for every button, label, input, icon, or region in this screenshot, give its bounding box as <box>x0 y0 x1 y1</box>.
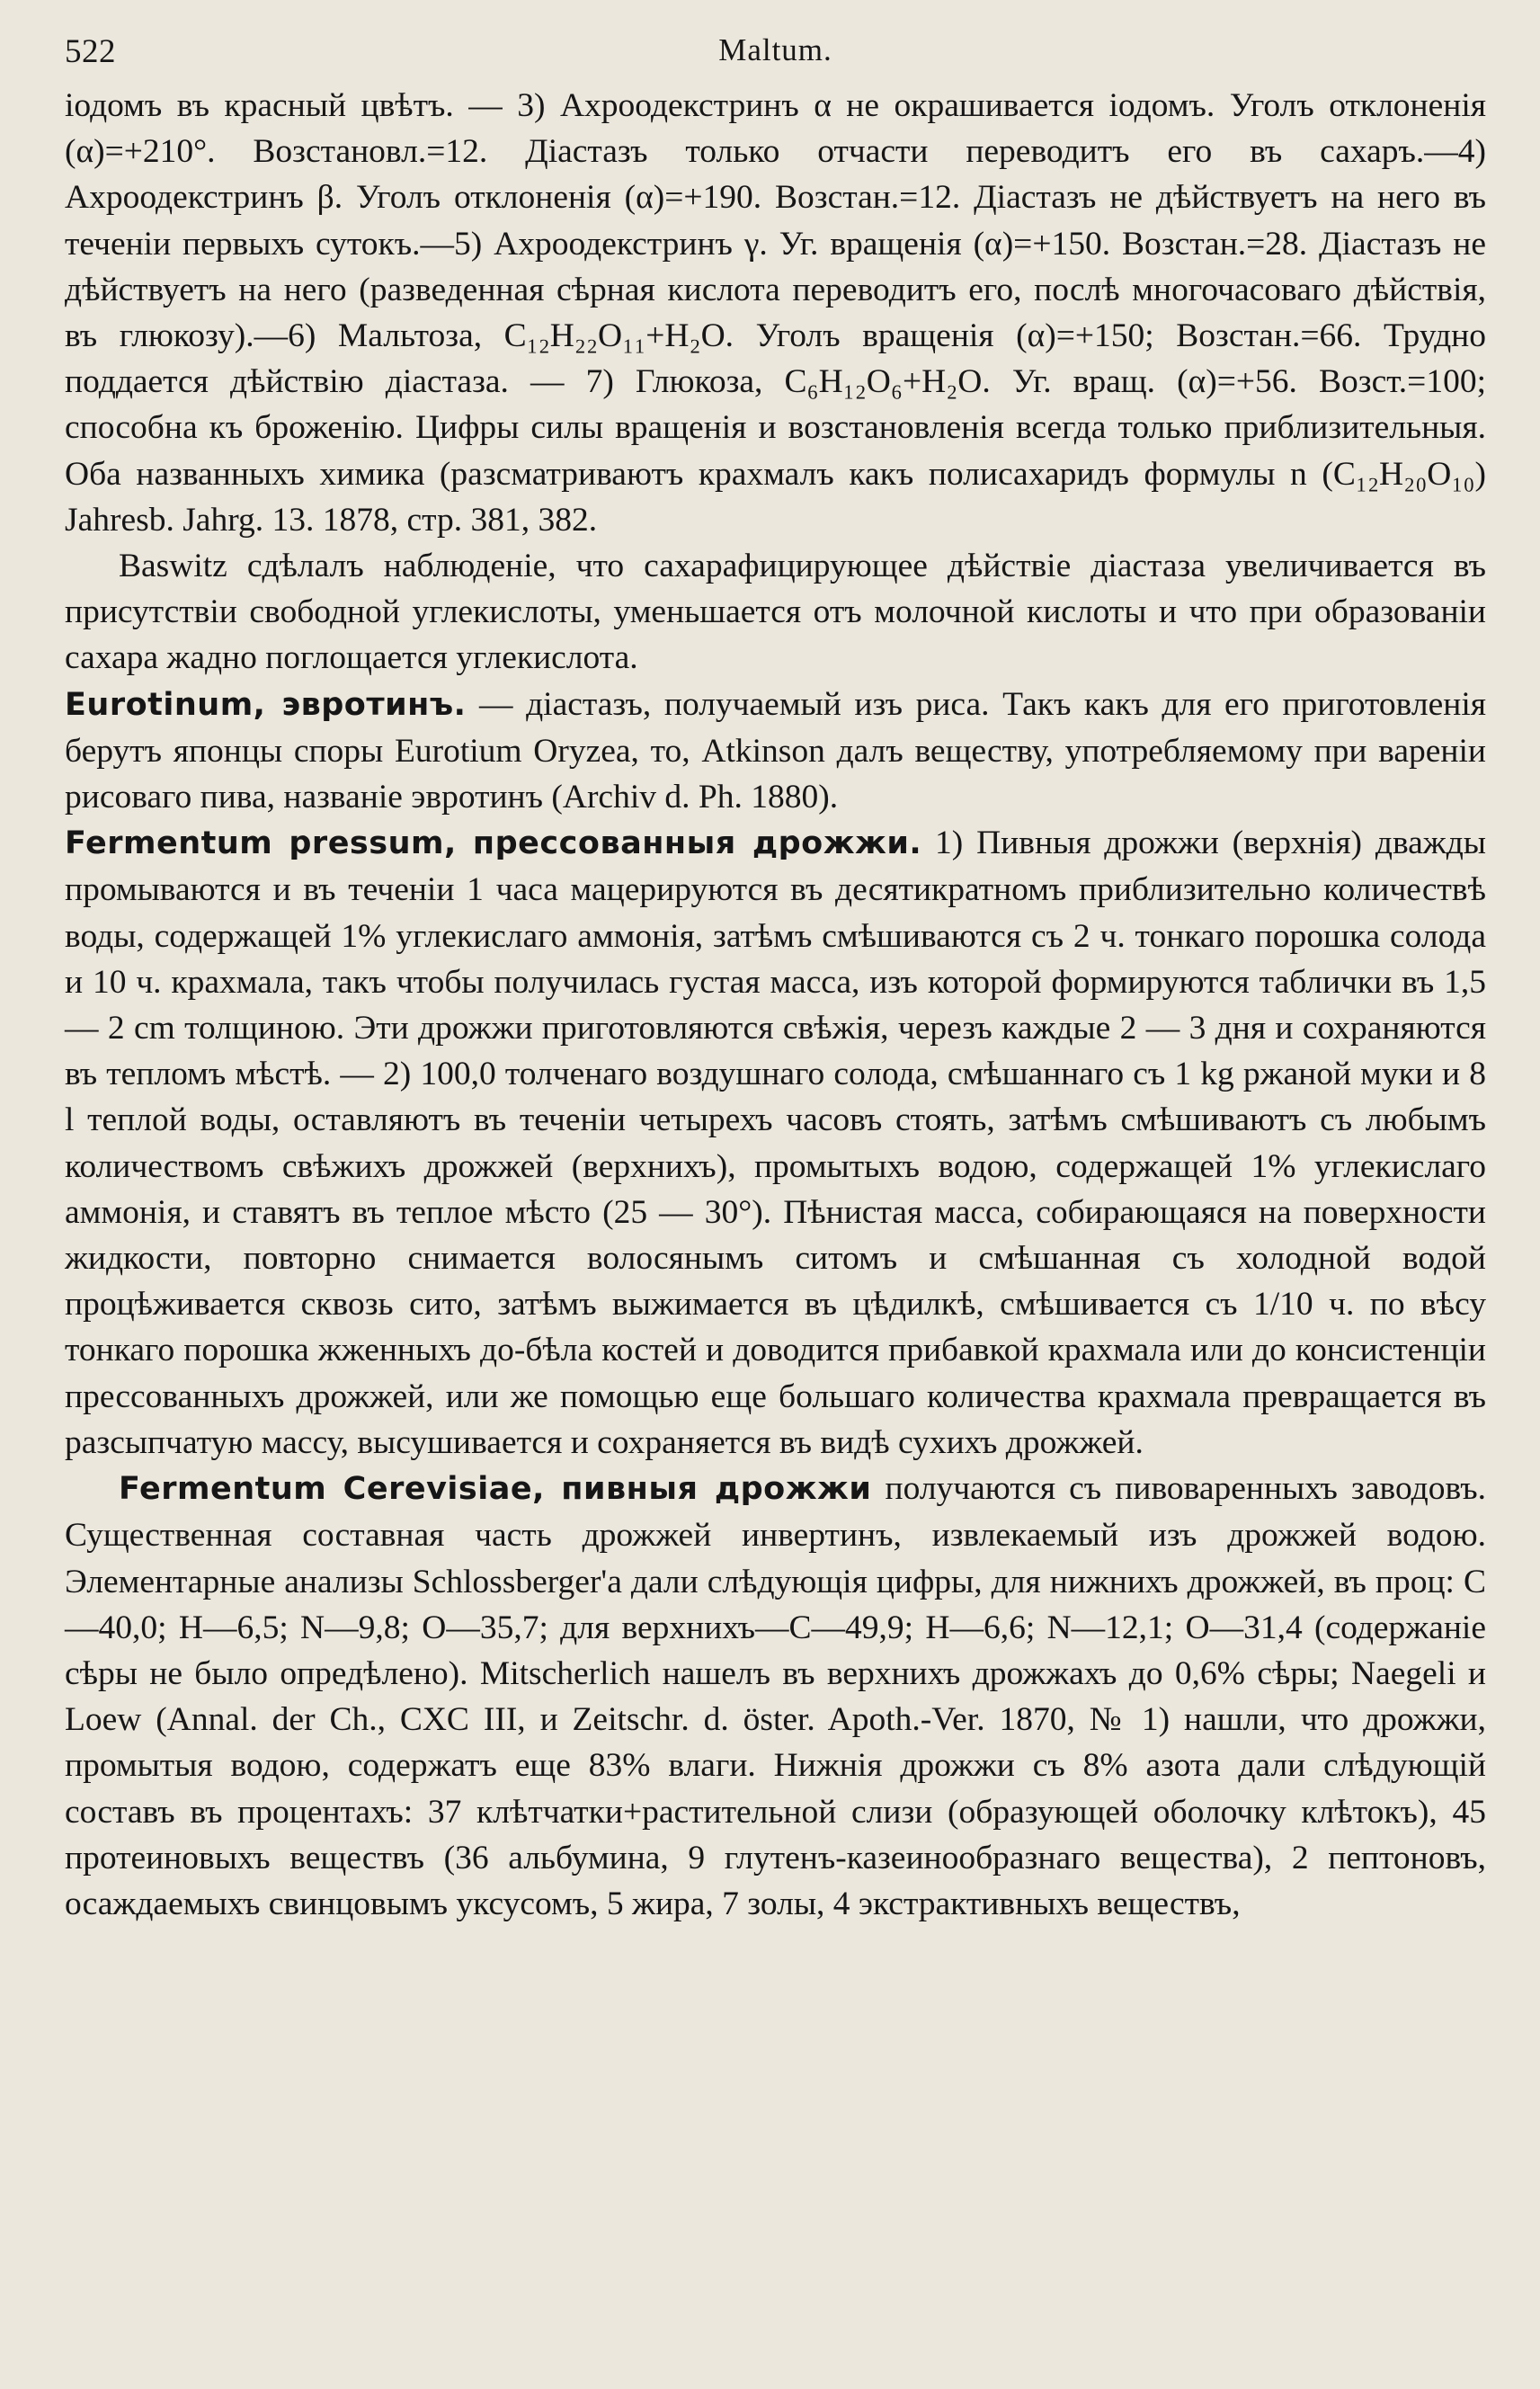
entry-text: 1) Пивныя дрожжи (верхнія) дважды промываются и въ теченіи 1 часа мацерируются въ десятикратномъ приблизительно количествѣ воды, содержащей 1% углекислаго аммонія, затѣмъ смѣшиваются съ 2 ч. тонкаго порошка солода и 10 ч. крахмала, такъ чтобы получилась густая масса, изъ которой формируются таблички въ 1,5 — 2 cm толщиною. Эти дрожжи приготовляются свѣжія, черезъ каждые 2 — 3 дня и сохраняются въ тепломъ мѣстѣ. — 2) 100,0 толченаго воздушнаго солода, смѣшаннаго съ 1 kg ржаной муки и 8 l теплой воды, оставляютъ въ теченіи четырехъ часовъ стоять, затѣмъ смѣшиваютъ съ любымъ количествомъ свѣжихъ дрожжей (верхнихъ), промытыхъ водою, содержащей 1% углекислаго аммонія, и ставятъ въ теплое мѣсто (25 — 30°). Пѣнистая масса, собирающаяся на поверхности жидкости, повторно снимается волосянымъ ситомъ и смѣшанная съ холодной водой процѣживается сквозь сито, затѣмъ выжимается въ цѣдилкѣ, смѣшивается съ 1/10 ч. по вѣсу тонкаго порошка жженныхъ до-бѣла костей и доводится прибавкой крахмала или до консистенціи прессованныхъ дрожжей, или же помощью еще большаго количества крахмала превращается въ разсыпчатую массу, высушивается и сохраняется въ видѣ сухихъ дрожжей. <box>65 825 1486 1461</box>
running-title: Maltum. <box>718 32 832 67</box>
entry-headword: Eurotinum, эвротинъ. <box>65 686 467 723</box>
paragraph-text: Baswitz сдѣлалъ наблюденіе, что сахарафицирующее дѣйствіе діастаза увеличивается въ присутствіи свободной углекислоты, уменьшается отъ молочной кислоты и что при образованіи сахара жадно поглощается углекислота. <box>65 548 1486 677</box>
paragraph-text: іодомъ въ красный цвѣтъ. — 3) Ахроодекстринъ α не окрашивается іодомъ. Уголъ отклоненія (α)=+210°. Возстановл.=12. Діастазъ только отчасти переводитъ его въ сахаръ.—4) Ахроодекстринъ β. Уголъ отклоненія (α)=+190. Возстан.=12. Діастазъ не дѣйствуетъ на него въ теченіи первыхъ сутокъ.—5) Ахроодекстринъ γ. Уг. вращенія (α)=+150. Возстан.=28. Діастазъ не дѣйствуетъ на него (разведенная сѣрная кислота переводитъ его, послѣ многочасоваго дѣйствія, въ глюкозу).—6) Мальтоза, C₁₂H₂₂O₁₁+H₂O. Уголъ вращенія (α)=+150; Возстан.=66. Трудно поддается дѣйствію діастаза. — 7) Глюкоза, C₆H₁₂O₆+H₂O. Уг. вращ. (α)=+56. Возст.=100; способна къ броженію. Цифры силы вращенія и возстановленія всегда только приблизительныя. Оба названныхъ химика (разсматриваютъ крахмалъ какъ полисахаридъ формулы n (C₁₂H₂₀O₁₀) Jahresb. Jahrg. 13. 1878, стр. 381, 382. <box>65 87 1486 539</box>
body-text <box>65 83 1486 1927</box>
entry-text: — діастазъ, получаемый изъ риса. Такъ какъ для его приготовленія берутъ японцы споры Eurotium Oryzea, то, Atkinson далъ веществу, употребляемому при вареніи рисоваго пива, названіе эвротинъ (Archiv d. Ph. 1880). <box>65 685 1486 816</box>
paragraph-continuation <box>65 83 1486 543</box>
entry-headword: Fermentum Cerevisiae, пивныя дрожжи <box>119 1471 872 1508</box>
entry-eurotinum <box>65 682 1486 821</box>
running-header <box>65 20 1486 83</box>
entry-fermentum-pressum <box>65 820 1486 1466</box>
entry-text: получаются съ пивоваренныхъ заводовъ. Существенная составная часть дрожжей инвертинъ, извлекаемый изъ дрожжей водою. Элементарные анализы Schlossberger'а дали слѣдующія цифры, для нижнихъ дрожжей, въ проц: C—40,0; H—6,5; N—9,8; O—35,7; для верхнихъ—C—49,9; H—6,6; N—12,1; O—31,4 (содержаніе сѣры не было опредѣлено). Mitscherlich нашелъ въ верхнихъ дрожжахъ до 0,6% сѣры; Naegeli и Loew (Annal. der Ch., CXC III, и Zeitschr. d. öster. Apoth.-Ver. 1870, № 1) нашли, что дрожжи, промытыя водою, содержатъ еще 83% влаги. Нижнія дрожжи съ 8% азота дали слѣдующій составъ въ процентахъ: 37 клѣтчатки+растительной слизи (образующей оболочку клѣтокъ), 45 протеиновыхъ веществъ (36 альбумина, 9 глутенъ-казеинообразнаго вещества), 2 пептоновъ, осаждаемыхъ свинцовымъ уксусомъ, 5 жира, 7 золы, 4 экстрактивныхъ веществъ, <box>65 1470 1486 1922</box>
entry-fermentum-cerevisiae <box>65 1466 1486 1927</box>
paragraph-baswitz <box>65 543 1486 682</box>
page-number: 522 <box>65 33 116 70</box>
entry-headword: Fermentum pressum, прессованныя дрожжи. <box>65 825 922 862</box>
